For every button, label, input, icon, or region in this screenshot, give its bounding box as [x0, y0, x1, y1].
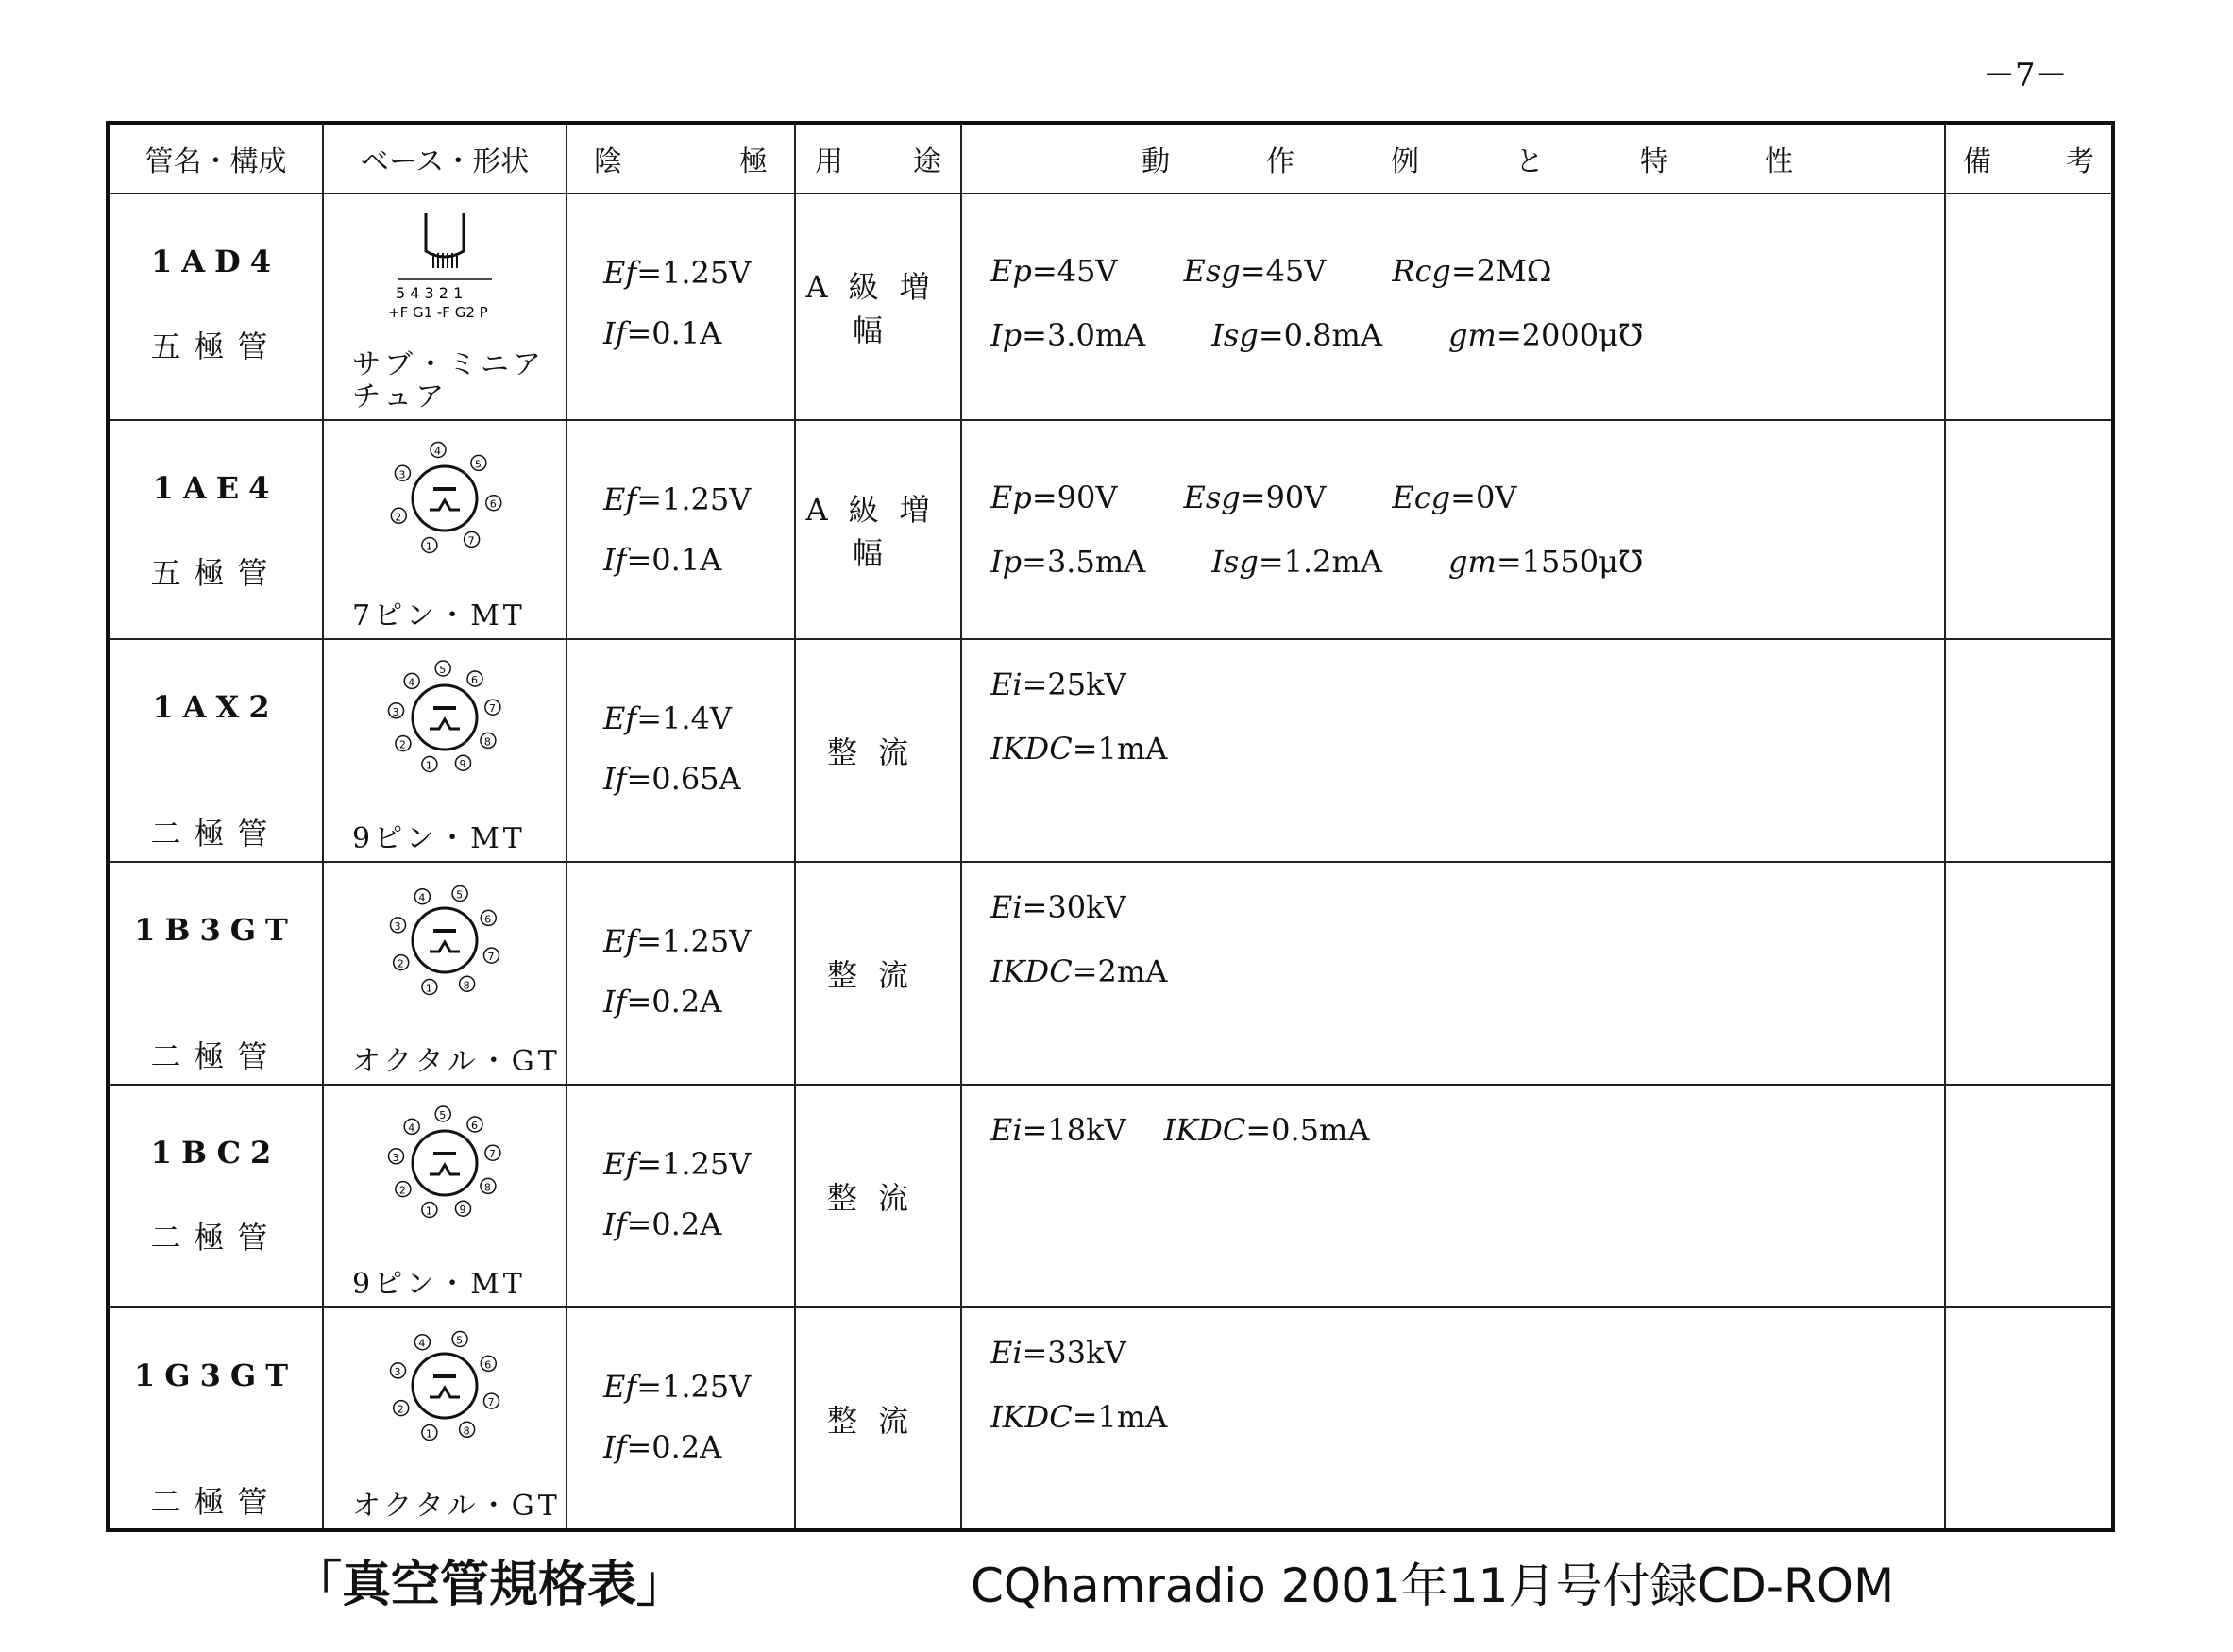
svg-text:3: 3	[394, 1365, 401, 1378]
symbol: Ecg	[1392, 480, 1451, 515]
symbol: Ei	[990, 1112, 1023, 1148]
symbol: Ip	[990, 544, 1023, 580]
svg-text:3: 3	[394, 919, 401, 933]
use-cell: 整流	[795, 862, 961, 1085]
svg-text:8: 8	[483, 735, 491, 749]
cathode-cell	[567, 420, 795, 639]
header-remarks	[1945, 123, 2113, 194]
tube-name: 1B3GT	[134, 912, 297, 948]
performance-line	[990, 253, 1944, 289]
symbol: IKDC	[990, 731, 1073, 767]
base-cell	[323, 1307, 567, 1530]
symbol: If	[603, 761, 627, 797]
base-label: 7ピン・MT	[352, 599, 526, 632]
header-cathode-2: 極	[739, 145, 768, 178]
base-diagram-icon	[360, 649, 530, 791]
header-perf-3: 例	[1391, 145, 1419, 178]
svg-text:2: 2	[397, 1403, 404, 1416]
symbol: IKDC	[990, 953, 1073, 989]
svg-text:4: 4	[418, 1337, 426, 1350]
symbol: Ef	[603, 923, 637, 959]
svg-text:8: 8	[463, 979, 470, 992]
svg-text:4: 4	[408, 676, 415, 689]
tube-name-cell	[108, 1307, 323, 1530]
svg-text:7: 7	[467, 534, 475, 548]
use-cell: 整流	[795, 1307, 961, 1530]
svg-text:2: 2	[395, 511, 402, 524]
symbol: Ep	[990, 253, 1032, 289]
svg-text:5 4 3 2 1: 5 4 3 2 1	[396, 284, 464, 302]
svg-text:3: 3	[392, 705, 399, 718]
symbol: gm	[1447, 544, 1497, 580]
performance-line	[990, 731, 1944, 767]
svg-text:6: 6	[471, 674, 478, 686]
cathode-value: If=0.65A	[603, 761, 741, 797]
remarks-cell	[1945, 1307, 2113, 1530]
tube-name-cell	[108, 1085, 323, 1307]
tube-name: 1AX2	[152, 689, 279, 725]
performance-value: Ei=25kV	[990, 666, 1126, 702]
svg-text:1: 1	[425, 982, 432, 995]
symbol: Ip	[990, 317, 1023, 353]
base-label: 9ピン・MT	[352, 822, 526, 855]
cathode-cell	[567, 194, 795, 420]
svg-text:9: 9	[459, 758, 466, 771]
tube-name: 1AD4	[150, 244, 281, 279]
svg-text:2: 2	[398, 1184, 406, 1197]
symbol: Ef	[603, 1369, 637, 1405]
svg-text:6: 6	[489, 497, 497, 511]
tube-name: 1G3GT	[134, 1357, 297, 1393]
table-header-row	[108, 123, 2113, 194]
performance-cell	[961, 1085, 1945, 1307]
performance-line	[990, 544, 1944, 580]
performance-value: Ei=33kV	[990, 1335, 1126, 1371]
svg-text:4: 4	[408, 1121, 415, 1135]
tube-name: 1BC2	[150, 1135, 281, 1171]
use-cell: A級増幅	[795, 420, 961, 639]
symbol: Ei	[990, 1335, 1023, 1371]
symbol: Ei	[990, 666, 1023, 702]
svg-text:3: 3	[392, 1151, 399, 1164]
header-perf-2: 作	[1266, 145, 1294, 178]
base-label: オクタル・GT	[352, 1490, 561, 1523]
symbol: Esg	[1183, 480, 1241, 515]
performance-value: gm=2000μ℧	[1447, 317, 1644, 353]
header-use	[795, 123, 961, 194]
svg-text:8: 8	[463, 1424, 470, 1438]
performance-value: Esg=90V	[1183, 480, 1327, 515]
cathode-value: If=0.2A	[603, 1206, 722, 1242]
svg-text:7: 7	[487, 1396, 495, 1409]
performance-line	[990, 666, 1944, 702]
performance-value: IKDC=1mA	[990, 1399, 1168, 1435]
remarks-cell	[1945, 639, 2113, 862]
remarks-cell	[1945, 862, 2113, 1085]
performance-value: gm=1550μ℧	[1447, 544, 1644, 580]
performance-line	[990, 480, 1944, 515]
table-row	[108, 194, 2113, 420]
symbol: IKDC	[1163, 1112, 1246, 1148]
performance-value: Esg=45V	[1183, 253, 1327, 289]
performance-line	[990, 889, 1944, 925]
performance-cell	[961, 639, 1945, 862]
symbol: If	[603, 315, 627, 351]
performance-value: Ip=3.0mA	[990, 317, 1146, 353]
cathode-value: If=0.1A	[603, 315, 722, 351]
svg-text:5: 5	[439, 1109, 447, 1121]
tube-name-cell	[108, 639, 323, 862]
symbol: Isg	[1211, 544, 1259, 580]
svg-text:8: 8	[483, 1181, 491, 1194]
performance-line	[990, 317, 1944, 353]
performance-line	[990, 1112, 1944, 1148]
cathode-cell	[567, 1307, 795, 1530]
tube-name-cell	[108, 862, 323, 1085]
svg-text:6: 6	[484, 1358, 492, 1372]
header-perf-6: 性	[1765, 145, 1793, 178]
cathode-value: If=0.2A	[603, 984, 722, 1020]
base-label: オクタル・GT	[352, 1045, 561, 1078]
performance-value: IKDC=2mA	[990, 953, 1168, 989]
remarks-cell	[1945, 194, 2113, 420]
tube-type: 五極管	[150, 555, 281, 591]
performance-cell	[961, 194, 1945, 420]
cathode-value: Ef=1.25V	[603, 923, 752, 959]
performance-value: IKDC=1mA	[990, 731, 1168, 767]
footer-title: 「真空管規格表」	[293, 1557, 686, 1613]
performance-line	[990, 1335, 1944, 1371]
base-label: 9ピン・MT	[352, 1268, 526, 1301]
cathode-cell	[567, 862, 795, 1085]
svg-text:7: 7	[488, 1148, 496, 1161]
symbol: Ef	[603, 481, 637, 517]
footer-source: CQhamradio 2001年11月号付録CD-ROM	[971, 1559, 1895, 1613]
performance-line	[990, 953, 1944, 989]
header-name: 管名・構成	[108, 123, 323, 194]
svg-text:4: 4	[418, 891, 426, 904]
header-cathode	[567, 123, 795, 194]
svg-text:6: 6	[471, 1120, 478, 1132]
cathode-value: If=0.2A	[603, 1429, 722, 1465]
cathode-value: Ef=1.25V	[603, 1146, 752, 1182]
svg-text:4: 4	[434, 445, 441, 458]
table-row	[108, 862, 2113, 1085]
table-row	[108, 420, 2113, 639]
cathode-value: If=0.1A	[603, 542, 722, 578]
use-cell: A級増幅	[795, 194, 961, 420]
svg-text:2: 2	[398, 738, 406, 751]
svg-text:7: 7	[488, 702, 496, 716]
svg-text:6: 6	[484, 913, 492, 926]
base-diagram-icon	[360, 430, 530, 572]
header-remarks-1: 備	[1963, 145, 1991, 178]
performance-cell	[961, 1307, 1945, 1530]
performance-value: Ei=18kV	[990, 1112, 1126, 1148]
symbol: If	[603, 1206, 627, 1242]
header-perf-5: 特	[1640, 145, 1668, 178]
cathode-cell	[567, 1085, 795, 1307]
cathode-cell	[567, 639, 795, 862]
svg-text:1: 1	[425, 540, 432, 553]
tube-type: 二極管	[150, 1038, 281, 1074]
performance-value: Ep=45V	[990, 253, 1118, 289]
symbol: Rcg	[1392, 253, 1451, 289]
header-perf-1: 動	[1142, 145, 1170, 178]
header-cathode-1: 陰	[594, 145, 622, 178]
svg-text:2: 2	[397, 957, 404, 970]
performance-value: Ei=30kV	[990, 889, 1126, 925]
header-base: ベース・形状	[323, 123, 567, 194]
use-cell: 整流	[795, 639, 961, 862]
use-cell: 整流	[795, 1085, 961, 1307]
tube-type: 二極管	[150, 816, 281, 851]
symbol: If	[603, 984, 627, 1020]
symbol: Ef	[603, 700, 637, 736]
performance-line	[990, 1399, 1944, 1435]
base-cell	[323, 862, 567, 1085]
symbol: If	[603, 542, 627, 578]
tube-type: 二極管	[150, 1220, 281, 1256]
performance-value: IKDC=0.5mA	[1163, 1112, 1370, 1148]
base-diagram-icon	[360, 1318, 530, 1459]
remarks-cell	[1945, 1085, 2113, 1307]
cathode-value: Ef=1.25V	[603, 1369, 752, 1405]
cathode-value: Ef=1.25V	[603, 481, 752, 517]
svg-text:7: 7	[487, 951, 495, 964]
tube-name-cell	[108, 194, 323, 420]
symbol: Esg	[1183, 253, 1241, 289]
performance-cell	[961, 862, 1945, 1085]
performance-value: Isg=1.2mA	[1211, 544, 1382, 580]
performance-cell	[961, 420, 1945, 639]
base-label: サブ・ミニア チュア	[352, 348, 545, 413]
symbol: Isg	[1211, 317, 1259, 353]
base-cell	[323, 194, 567, 420]
page-number: －7－	[1983, 57, 2068, 94]
svg-text:1: 1	[425, 759, 432, 772]
header-remarks-2: 考	[2066, 145, 2094, 178]
remarks-cell	[1945, 420, 2113, 639]
symbol: Ef	[603, 255, 637, 291]
svg-text:+F G1 -F G2 P: +F G1 -F G2 P	[388, 304, 488, 321]
header-use-1: 用	[815, 145, 843, 178]
symbol: Ep	[990, 480, 1032, 515]
header-use-2: 途	[913, 145, 941, 178]
performance-value: Ep=90V	[990, 480, 1118, 515]
tube-type: 二極管	[150, 1484, 281, 1520]
performance-value: Ecg=0V	[1392, 480, 1517, 515]
base-diagram-icon	[360, 1095, 530, 1237]
table-row	[108, 639, 2113, 862]
symbol: gm	[1447, 317, 1497, 353]
table-row	[108, 1085, 2113, 1307]
tube-name: 1AE4	[152, 470, 279, 506]
table-row	[108, 1307, 2113, 1530]
performance-value: Rcg=2MΩ	[1392, 253, 1552, 289]
base-cell	[323, 639, 567, 862]
svg-text:5: 5	[456, 1334, 464, 1347]
svg-text:9: 9	[459, 1204, 466, 1217]
svg-text:5: 5	[474, 458, 482, 471]
svg-text:5: 5	[456, 888, 464, 902]
tube-type: 五極管	[150, 329, 281, 364]
tube-spec-table	[106, 121, 2115, 1532]
svg-text:1: 1	[425, 1427, 432, 1441]
base-cell	[323, 1085, 567, 1307]
performance-value: Ip=3.5mA	[990, 544, 1146, 580]
cathode-value: Ef=1.4V	[603, 700, 733, 736]
svg-text:1: 1	[425, 1205, 432, 1218]
base-cell	[323, 420, 567, 639]
base-diagram-icon	[360, 872, 530, 1014]
symbol: If	[603, 1429, 627, 1465]
symbol: Ef	[603, 1146, 637, 1182]
header-perf-4: と	[1515, 145, 1544, 178]
svg-text:5: 5	[439, 664, 447, 676]
svg-text:3: 3	[398, 468, 406, 481]
header-performance	[961, 123, 1945, 194]
symbol: IKDC	[990, 1399, 1073, 1435]
cathode-value: Ef=1.25V	[603, 255, 752, 291]
base-diagram-icon	[360, 204, 530, 346]
performance-value: Isg=0.8mA	[1211, 317, 1382, 353]
symbol: Ei	[990, 889, 1023, 925]
tube-name-cell	[108, 420, 323, 639]
